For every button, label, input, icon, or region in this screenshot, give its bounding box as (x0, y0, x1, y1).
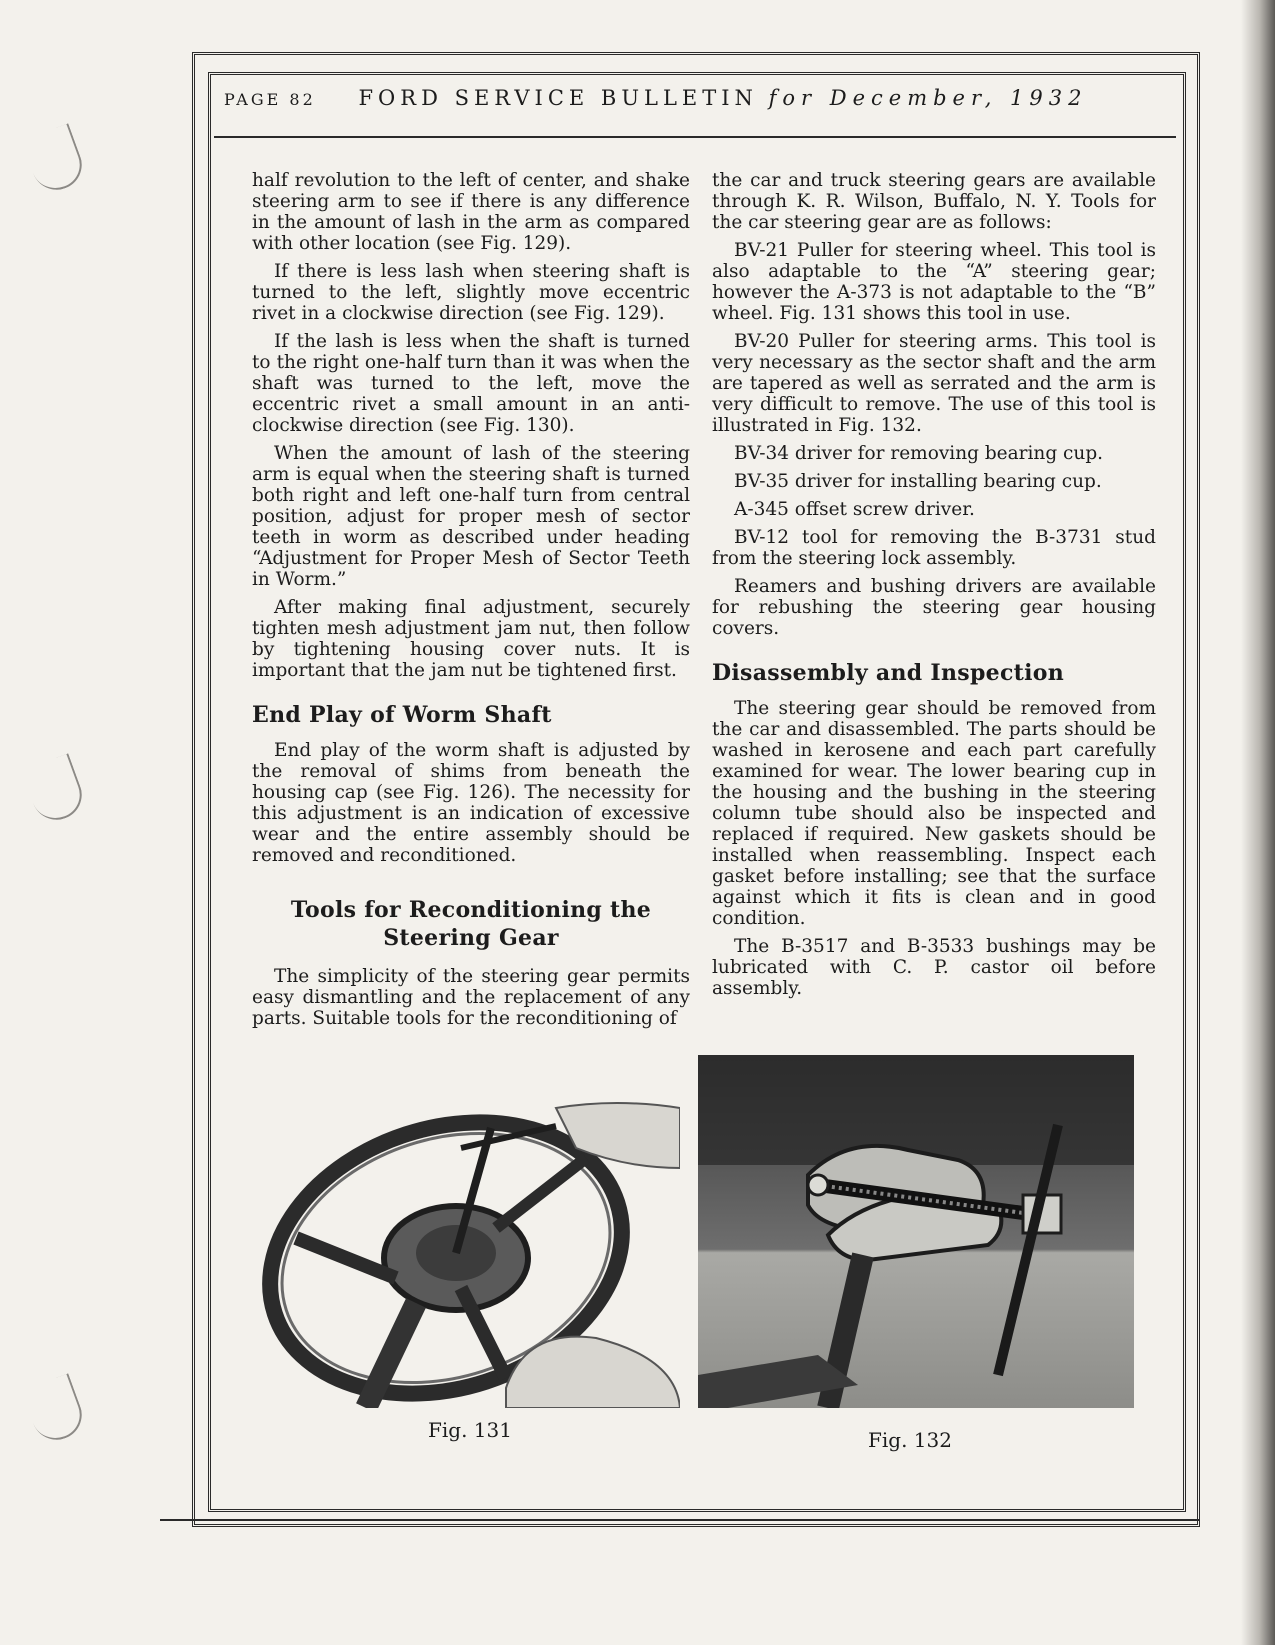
paragraph: When the amount of lash of the steering arm is equal when the steering shaft is turned both right and left one-half turn from central position, adjust for proper mesh of sector teeth in worm as described under heading “Adjustment for Proper Mesh of Sector Teeth in Worm.” (252, 443, 690, 590)
figure-132-photo (698, 1055, 1134, 1408)
page-header (224, 86, 1174, 110)
section-heading (252, 896, 690, 952)
paragraph: If there is less lash when steering shaft is turned to the left, slightly move eccentric rivet in a clockwise direction (see Fig. 129). (252, 261, 690, 324)
figure-caption: Fig. 131 (428, 1418, 512, 1442)
publication-title: FORD SERVICE BULLETIN (358, 86, 758, 110)
paragraph: BV-20 Puller for steering arms. This tool is very necessary as the sector shaft and the arm are tapered as well as serrated and the arm is very difficult to remove. The use of this tool is illustrated in Fig. 132. (712, 331, 1156, 436)
paragraph: BV-12 tool for removing the B-3731 stud from the steering lock assembly. (712, 527, 1156, 569)
paragraph: A-345 offset screw driver. (734, 499, 975, 520)
paragraph: BV-21 Puller for steering wheel. This tool is also adaptable to the “A” steering gear; however the A-373 is not adaptable to the “B” wheel. Fig. 131 shows this tool in use. (712, 240, 1156, 324)
section-heading-line: Tools for Reconditioning the (290, 897, 652, 923)
page-number: PAGE 82 (224, 90, 316, 109)
header-rule (214, 136, 1176, 138)
paragraph: half revolution to the left of center, and shake steering arm to see if there is any difference in the amount of lash in the arm as compared with other location (see Fig. 129). (252, 170, 690, 254)
paragraph: End play of the worm shaft is adjusted by the removal of shims from beneath the housing cap (see Fig. 126). The necessity for this adjustment is an indication of excessive wear and the entire assembly should be removed and reconditioned. (252, 740, 690, 866)
paragraph: The simplicity of the steering gear permits easy dismantling and the replacement of any parts. Suitable tools for the reconditioning of (252, 966, 690, 1029)
paragraph: BV-34 driver for removing bearing cup. (734, 443, 1104, 464)
section-heading: Disassembly and Inspection (712, 660, 1065, 686)
figure-caption: Fig. 132 (868, 1428, 952, 1452)
punch-hole-mark (21, 1373, 89, 1446)
paragraph: After making final adjustment, securely tighten mesh adjustment jam nut, then follow by tightening housing cover nuts. It is important that the jam nut be tightened first. (252, 597, 690, 681)
page-edge-shadow (1241, 0, 1275, 1645)
figure-131-photo (256, 1088, 680, 1408)
punch-hole-mark (21, 123, 89, 196)
paragraph: If the lash is less when the shaft is turned to the right one-half turn than it was when the shaft was turned to the left, move the eccentric rivet a small amount in an anti-clockwise direction (see Fig. 130). (252, 331, 690, 436)
right-column (712, 170, 1156, 1006)
section-heading-line: Steering Gear (383, 925, 559, 951)
left-column (252, 170, 690, 1036)
paragraph: BV-35 driver for installing bearing cup. (734, 471, 1102, 492)
punch-hole-mark (21, 753, 89, 826)
paragraph: The B-3517 and B-3533 bushings may be lubricated with C. P. castor oil before assembly. (712, 936, 1156, 999)
paragraph: Reamers and bushing drivers are available for rebushing the steering gear housing covers. (712, 576, 1156, 639)
bottom-rule (160, 1519, 1200, 1521)
section-heading: End Play of Worm Shaft (252, 702, 552, 728)
paragraph: The steering gear should be removed from the car and disassembled. The parts should be washed in kerosene and each part carefully examined for wear. The lower bearing cup in the housing and the bushing in the steering column tube should also be inspected and replaced if required. New gaskets should be installed when reassembling. Inspect each gasket before installing; see that the surface against which it fits is clean and in good condition. (712, 698, 1156, 929)
paragraph: the car and truck steering gears are available through K. R. Wilson, Buffalo, N. Y. Tools for the car steering gear are as follows: (712, 170, 1156, 233)
issue-date: for December, 1932 (768, 86, 1088, 110)
